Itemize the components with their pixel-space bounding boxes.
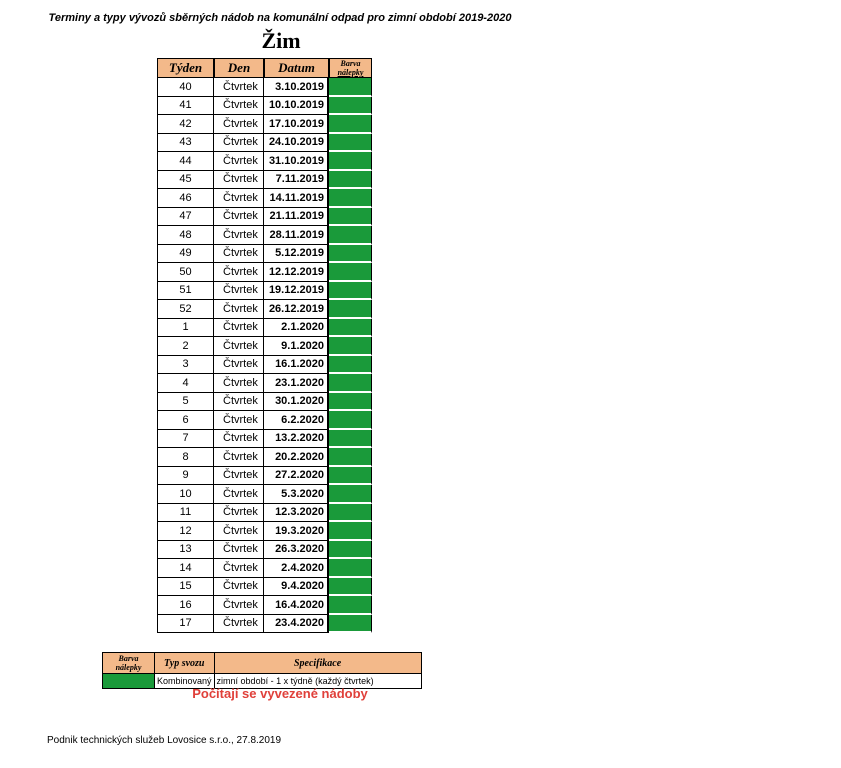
schedule-row — [157, 448, 372, 467]
date-cell: 26.3.2020 — [264, 541, 329, 560]
week-cell: 2 — [157, 337, 214, 356]
date-cell: 19.12.2019 — [264, 282, 329, 301]
date-cell: 13.2.2020 — [264, 430, 329, 449]
counted-containers-note: Počítají se vyvezené nádoby — [192, 686, 368, 701]
sticker-color-swatch — [329, 596, 372, 615]
day-cell: Čtvrtek — [214, 374, 264, 393]
sticker-color-swatch — [329, 152, 372, 171]
day-cell: Čtvrtek — [214, 504, 264, 523]
schedule-row — [157, 374, 372, 393]
legend-type: Kombinovaný — [155, 674, 215, 689]
schedule-row — [157, 78, 372, 97]
day-cell: Čtvrtek — [214, 411, 264, 430]
week-cell: 10 — [157, 485, 214, 504]
sticker-color-swatch — [329, 97, 372, 116]
week-cell: 44 — [157, 152, 214, 171]
week-cell: 7 — [157, 430, 214, 449]
week-cell: 12 — [157, 522, 214, 541]
legend-header-color — [103, 653, 155, 674]
week-cell: 11 — [157, 504, 214, 523]
week-cell: 3 — [157, 356, 214, 375]
day-cell: Čtvrtek — [214, 559, 264, 578]
schedule-row — [157, 245, 372, 264]
date-cell: 2.1.2020 — [264, 319, 329, 338]
schedule-row — [157, 319, 372, 338]
legend-header-row — [103, 653, 422, 674]
day-cell: Čtvrtek — [214, 226, 264, 245]
day-cell: Čtvrtek — [214, 134, 264, 153]
week-cell: 8 — [157, 448, 214, 467]
sticker-color-swatch — [329, 171, 372, 190]
day-cell: Čtvrtek — [214, 337, 264, 356]
week-cell: 45 — [157, 171, 214, 190]
sticker-color-swatch — [329, 393, 372, 412]
schedule-row — [157, 393, 372, 412]
week-cell: 16 — [157, 596, 214, 615]
day-cell: Čtvrtek — [214, 578, 264, 597]
week-cell: 6 — [157, 411, 214, 430]
day-cell: Čtvrtek — [214, 189, 264, 208]
schedule-row — [157, 337, 372, 356]
date-cell: 12.12.2019 — [264, 263, 329, 282]
week-cell: 4 — [157, 374, 214, 393]
sticker-color-swatch — [329, 467, 372, 486]
legend-header-spec: Specifikace — [214, 653, 421, 674]
sticker-color-swatch — [329, 578, 372, 597]
date-cell: 16.4.2020 — [264, 596, 329, 615]
sticker-color-swatch — [329, 356, 372, 375]
sticker-color-swatch — [329, 134, 372, 153]
sticker-color-swatch — [329, 504, 372, 523]
week-cell: 52 — [157, 300, 214, 319]
day-cell: Čtvrtek — [214, 282, 264, 301]
date-cell: 9.4.2020 — [264, 578, 329, 597]
day-cell: Čtvrtek — [214, 596, 264, 615]
sticker-color-swatch — [329, 337, 372, 356]
day-cell: Čtvrtek — [214, 300, 264, 319]
legend-spec: zimní období - 1 x týdně (každý čtvrtek) — [214, 674, 421, 689]
date-cell: 9.1.2020 — [264, 337, 329, 356]
schedule-table — [157, 58, 372, 633]
week-cell: 51 — [157, 282, 214, 301]
week-cell: 15 — [157, 578, 214, 597]
schedule-row — [157, 430, 372, 449]
sticker-color-swatch — [329, 411, 372, 430]
day-cell: Čtvrtek — [214, 522, 264, 541]
schedule-row — [157, 171, 372, 190]
schedule-row — [157, 115, 372, 134]
schedule-row — [157, 300, 372, 319]
week-cell: 41 — [157, 97, 214, 116]
schedule-row — [157, 485, 372, 504]
day-cell: Čtvrtek — [214, 485, 264, 504]
week-cell: 46 — [157, 189, 214, 208]
day-cell: Čtvrtek — [214, 171, 264, 190]
day-cell: Čtvrtek — [214, 541, 264, 560]
date-cell: 14.11.2019 — [264, 189, 329, 208]
date-cell: 23.1.2020 — [264, 374, 329, 393]
day-cell: Čtvrtek — [214, 152, 264, 171]
place-name: Žim — [261, 28, 301, 53]
header-day: Den — [214, 58, 264, 78]
document-title: Terminy a typy vývozů sběrných nádob na komunální odpad pro zimní období 2019-2020 — [48, 12, 512, 24]
schedule-row — [157, 504, 372, 523]
schedule-row — [157, 411, 372, 430]
sticker-color-swatch — [329, 78, 372, 97]
week-cell: 47 — [157, 208, 214, 227]
schedule-row — [157, 282, 372, 301]
legend-table — [102, 652, 422, 689]
schedule-row — [157, 522, 372, 541]
sticker-color-swatch — [329, 559, 372, 578]
week-cell: 1 — [157, 319, 214, 338]
schedule-row — [157, 97, 372, 116]
header-sticker-color — [329, 58, 372, 78]
day-cell: Čtvrtek — [214, 356, 264, 375]
date-cell: 12.3.2020 — [264, 504, 329, 523]
date-cell: 30.1.2020 — [264, 393, 329, 412]
week-cell: 48 — [157, 226, 214, 245]
schedule-row — [157, 615, 372, 634]
sticker-color-swatch — [329, 245, 372, 264]
week-cell: 9 — [157, 467, 214, 486]
schedule-row — [157, 134, 372, 153]
date-cell: 20.2.2020 — [264, 448, 329, 467]
schedule-row — [157, 189, 372, 208]
sticker-color-swatch — [329, 208, 372, 227]
sticker-color-swatch — [329, 615, 372, 634]
day-cell: Čtvrtek — [214, 245, 264, 264]
legend-header-type: Typ svozu — [155, 653, 215, 674]
schedule-row — [157, 559, 372, 578]
date-cell: 21.11.2019 — [264, 208, 329, 227]
schedule-row — [157, 467, 372, 486]
date-cell: 23.4.2020 — [264, 615, 329, 634]
footer-note: Podnik technických služeb Lovosice s.r.o., 27.8.2019 — [47, 735, 282, 746]
date-cell: 5.3.2020 — [264, 485, 329, 504]
week-cell: 17 — [157, 615, 214, 634]
date-cell: 6.2.2020 — [264, 411, 329, 430]
schedule-row — [157, 152, 372, 171]
date-cell: 17.10.2019 — [264, 115, 329, 134]
header-sticker-color-line2: nálepky — [337, 68, 364, 77]
date-cell: 28.11.2019 — [264, 226, 329, 245]
week-cell: 5 — [157, 393, 214, 412]
sticker-color-swatch — [329, 522, 372, 541]
sticker-color-swatch — [329, 189, 372, 208]
sticker-color-swatch — [329, 115, 372, 134]
date-cell: 24.10.2019 — [264, 134, 329, 153]
schedule-row — [157, 596, 372, 615]
week-cell: 50 — [157, 263, 214, 282]
day-cell: Čtvrtek — [214, 78, 264, 97]
schedule-row — [157, 578, 372, 597]
sticker-color-swatch — [329, 263, 372, 282]
date-cell: 16.1.2020 — [264, 356, 329, 375]
sticker-color-swatch — [329, 282, 372, 301]
schedule-row — [157, 263, 372, 282]
schedule-row — [157, 356, 372, 375]
sticker-color-swatch — [329, 226, 372, 245]
week-cell: 40 — [157, 78, 214, 97]
sticker-color-swatch — [329, 485, 372, 504]
schedule-row — [157, 541, 372, 560]
date-cell: 31.10.2019 — [264, 152, 329, 171]
date-cell: 3.10.2019 — [264, 78, 329, 97]
week-cell: 43 — [157, 134, 214, 153]
header-sticker-color-line1: Barva — [340, 59, 361, 68]
schedule-header-row — [157, 58, 372, 78]
day-cell: Čtvrtek — [214, 448, 264, 467]
sticker-color-swatch — [329, 374, 372, 393]
date-cell: 27.2.2020 — [264, 467, 329, 486]
date-cell: 19.3.2020 — [264, 522, 329, 541]
date-cell: 5.12.2019 — [264, 245, 329, 264]
sticker-color-swatch — [329, 430, 372, 449]
day-cell: Čtvrtek — [214, 319, 264, 338]
schedule-row — [157, 208, 372, 227]
date-cell: 10.10.2019 — [264, 97, 329, 116]
sticker-color-swatch — [329, 541, 372, 560]
day-cell: Čtvrtek — [214, 615, 264, 634]
sticker-color-swatch — [329, 319, 372, 338]
legend-header-color-line2: nálepky — [115, 663, 142, 672]
sticker-color-swatch — [329, 448, 372, 467]
week-cell: 13 — [157, 541, 214, 560]
day-cell: Čtvrtek — [214, 115, 264, 134]
schedule-row — [157, 226, 372, 245]
week-cell: 14 — [157, 559, 214, 578]
day-cell: Čtvrtek — [214, 430, 264, 449]
date-cell: 7.11.2019 — [264, 171, 329, 190]
sticker-color-swatch — [329, 300, 372, 319]
date-cell: 26.12.2019 — [264, 300, 329, 319]
week-cell: 49 — [157, 245, 214, 264]
day-cell: Čtvrtek — [214, 263, 264, 282]
day-cell: Čtvrtek — [214, 393, 264, 412]
day-cell: Čtvrtek — [214, 467, 264, 486]
day-cell: Čtvrtek — [214, 208, 264, 227]
week-cell: 42 — [157, 115, 214, 134]
header-week: Týden — [157, 58, 214, 78]
legend-header-color-line1: Barva — [118, 654, 139, 663]
header-date: Datum — [264, 58, 329, 78]
day-cell: Čtvrtek — [214, 97, 264, 116]
date-cell: 2.4.2020 — [264, 559, 329, 578]
